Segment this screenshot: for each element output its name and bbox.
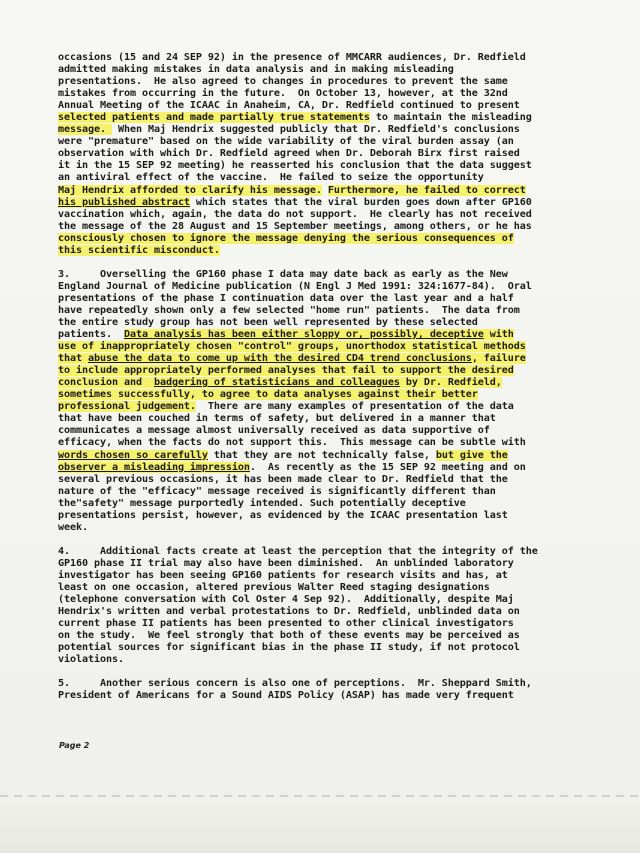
text-segment: efficacy, when the facts do not support this. This message can be subtle with	[58, 437, 526, 449]
text-line	[58, 281, 588, 293]
text-segment: that have been couched in terms of safety, but delivered in a manner that	[58, 413, 496, 425]
paragraph-2-continuation	[58, 52, 588, 257]
highlighted-text: badgering of statisticians and colleagues	[153, 377, 400, 389]
text-segment: the"safety" message purportedly intended. Such potentially deceptive	[58, 497, 466, 509]
text-line	[58, 558, 588, 570]
text-line	[58, 462, 588, 474]
text-line	[58, 353, 588, 365]
text-line	[58, 389, 588, 401]
text-line	[58, 486, 588, 498]
text-line	[58, 341, 588, 353]
highlighted-text: , failure	[471, 353, 526, 365]
text-line	[58, 690, 588, 702]
text-line	[58, 209, 588, 221]
highlighted-text: to include appropriately performed analyses that fail to support the desired	[58, 365, 514, 377]
text-line	[58, 642, 588, 654]
text-segment: week.	[58, 521, 88, 533]
text-line	[58, 498, 588, 510]
text-line	[58, 221, 588, 233]
text-line	[58, 546, 588, 558]
text-segment: investigator has been seeing GP160 patients for research visits and has, at	[58, 569, 508, 581]
text-segment: the message of the 28 August and 15 September meetings, among others, or he has	[58, 220, 532, 232]
highlighted-text: words chosen so carefully	[58, 449, 208, 461]
text-segment: presentations. He also agreed to changes in procedures to prevent the same	[58, 76, 508, 88]
highlighted-text: conclusion and	[58, 377, 154, 389]
text-line	[58, 100, 588, 112]
text-line	[58, 76, 588, 88]
text-segment: England Journal of Medicine publication (N Engl J Med 1991: 324:1677-84). Oral	[58, 280, 532, 292]
text-segment: patients.	[58, 329, 124, 341]
text-line	[58, 425, 588, 437]
text-line	[58, 654, 588, 666]
text-line	[58, 570, 588, 582]
paragraph-4	[58, 546, 588, 666]
text-segment: There are many examples of presentation of the data	[195, 401, 514, 413]
text-line	[58, 377, 588, 389]
text-segment: were "premature" based on the wide variability of the viral burden assay (an	[58, 136, 514, 148]
text-line	[58, 413, 588, 425]
text-line	[58, 606, 588, 618]
text-line	[58, 172, 588, 184]
memo-body	[58, 52, 588, 702]
text-line	[58, 450, 588, 462]
text-segment: . As recently as the 15 SEP 92 meeting and on	[249, 461, 526, 473]
text-line	[58, 197, 588, 209]
text-line	[58, 401, 588, 413]
highlighted-text: with	[483, 329, 514, 341]
text-line	[58, 233, 588, 245]
text-line	[58, 474, 588, 486]
text-segment: least on one occasion, altered previous Walter Reed staging designations	[58, 581, 490, 593]
text-segment: the entire study group has not been well represented by these selected	[58, 316, 478, 328]
text-segment: an antiviral effect of the vaccine. He failed to seize the opportunity	[58, 172, 484, 184]
highlighted-text: that	[58, 353, 88, 365]
text-line	[58, 245, 588, 257]
text-segment: observation with which Dr. Redfield agreed when Dr. Deborah Birx first raised	[58, 148, 520, 160]
text-line	[58, 329, 588, 341]
text-segment: violations.	[58, 654, 124, 666]
text-segment: admitted making mistakes in data analysis and in making misleading	[58, 64, 454, 76]
text-line	[58, 136, 588, 148]
text-line	[58, 510, 588, 522]
text-segment: 4. Additional facts create at least the perception that the integrity of the	[58, 545, 538, 557]
text-segment: mistakes from occurring in the future. On October 13, however, at the 32nd	[58, 88, 508, 100]
text-segment: When Maj Hendrix suggested publicly that Dr. Redfield's conclusions	[111, 124, 520, 136]
text-line	[58, 437, 588, 449]
highlighted-text: message.	[58, 124, 112, 136]
text-line	[58, 317, 588, 329]
highlighted-text: professional judgement.	[58, 401, 196, 413]
text-segment: on the study. We feel strongly that both of these events may be perceived as	[58, 630, 520, 642]
text-segment: presentations of the phase I continuation data over the last year and a half	[58, 292, 514, 304]
page-bottom-margin	[0, 797, 640, 853]
highlighted-text: his published abstract	[58, 196, 190, 208]
text-line	[58, 64, 588, 76]
text-segment: 3. Overselling the GP160 phase I data may date back as early as the New	[58, 268, 508, 280]
text-line	[58, 678, 588, 690]
text-line	[58, 305, 588, 317]
text-line	[58, 618, 588, 630]
text-line	[58, 88, 588, 100]
paragraph-5	[58, 678, 588, 702]
text-segment: 5. Another serious concern is also one of perceptions. Mr. Sheppard Smith,	[58, 678, 532, 690]
text-segment: several previous occasions, it has been made clear to Dr. Redfield that the	[58, 473, 508, 485]
text-segment: potential sources for significant bias in the phase II study, if not protocol	[58, 642, 520, 654]
text-line	[58, 582, 588, 594]
text-line	[58, 148, 588, 160]
highlighted-text: use of inappropriately chosen "control" groups, unorthodox statistical methods	[58, 341, 526, 353]
text-segment: have repeatedly shown only a few selected "home run" patients. The data from	[58, 304, 520, 316]
text-line	[58, 365, 588, 377]
text-segment: occasions (15 and 24 SEP 92) in the presence of MMCARR audiences, Dr. Redfield	[58, 52, 526, 63]
text-segment: GP160 phase II trial may also have been diminished. An unblinded laboratory	[58, 557, 514, 569]
text-segment: that they are not technically false,	[207, 449, 436, 461]
text-segment	[322, 185, 328, 196]
text-segment: vaccination which, again, the data do not support. He clearly has not received	[58, 208, 532, 220]
text-line	[58, 269, 588, 281]
highlighted-text: Data analysis has been either sloppy or, possibly, deceptive	[123, 329, 484, 341]
text-segment: communicates a message almost universally received as data supportive of	[58, 425, 490, 437]
highlighted-text: this scientific misconduct.	[58, 244, 220, 256]
text-segment: President of Americans for a Sound AIDS Policy (ASAP) has made very frequent	[58, 690, 514, 702]
text-line	[58, 160, 588, 172]
text-segment: current phase II patients has been presented to other clinical investigators	[58, 618, 514, 630]
highlighted-text: Maj Hendrix afforded to clarify his message.	[58, 184, 322, 196]
text-segment: Hendrix's written and verbal protestations to Dr. Redfield, unblinded data on	[58, 606, 520, 618]
paragraph-3	[58, 269, 588, 534]
highlighted-text: selected patients and made partially true statements	[58, 112, 370, 124]
highlighted-text: consciously chosen to ignore the message denying the serious consequences of	[58, 232, 514, 244]
text-line	[58, 185, 588, 197]
text-segment: which states that the viral burden goes down after GP160	[189, 196, 532, 208]
text-segment: presentations persist, however, as evidenced by the ICAAC presentation last	[58, 509, 508, 521]
text-segment: nature of the "efficacy" message received is significantly different than	[58, 485, 496, 497]
text-line	[58, 522, 588, 534]
text-line	[58, 112, 588, 124]
highlighted-text: but give the	[435, 449, 508, 461]
highlighted-text: abuse the data to come up with the desired CD4 trend conclusions	[88, 353, 472, 365]
text-line	[58, 630, 588, 642]
text-line	[58, 293, 588, 305]
text-segment: it in the 15 SEP 92 meeting) he reasserted his conclusion that the data suggest	[58, 160, 532, 172]
highlighted-text: by Dr. Redfield,	[399, 377, 502, 389]
text-line	[58, 124, 588, 136]
text-segment: to maintain the misleading	[369, 112, 532, 124]
text-line	[58, 52, 588, 64]
highlighted-text: sometimes successfully, to agree to data analyses against their better	[58, 389, 478, 401]
text-segment: (telephone conversation with Col Oster 4 Sep 92). Additionally, despite Maj	[58, 594, 514, 606]
text-segment: Annual Meeting of the ICAAC in Anaheim, CA, Dr. Redfield continued to present	[58, 100, 520, 112]
highlighted-text: Furthermore, he failed to correct	[327, 184, 526, 196]
page-number-label: Page 2	[59, 741, 90, 750]
text-line	[58, 594, 588, 606]
highlighted-text: observer a misleading impression	[58, 461, 250, 473]
